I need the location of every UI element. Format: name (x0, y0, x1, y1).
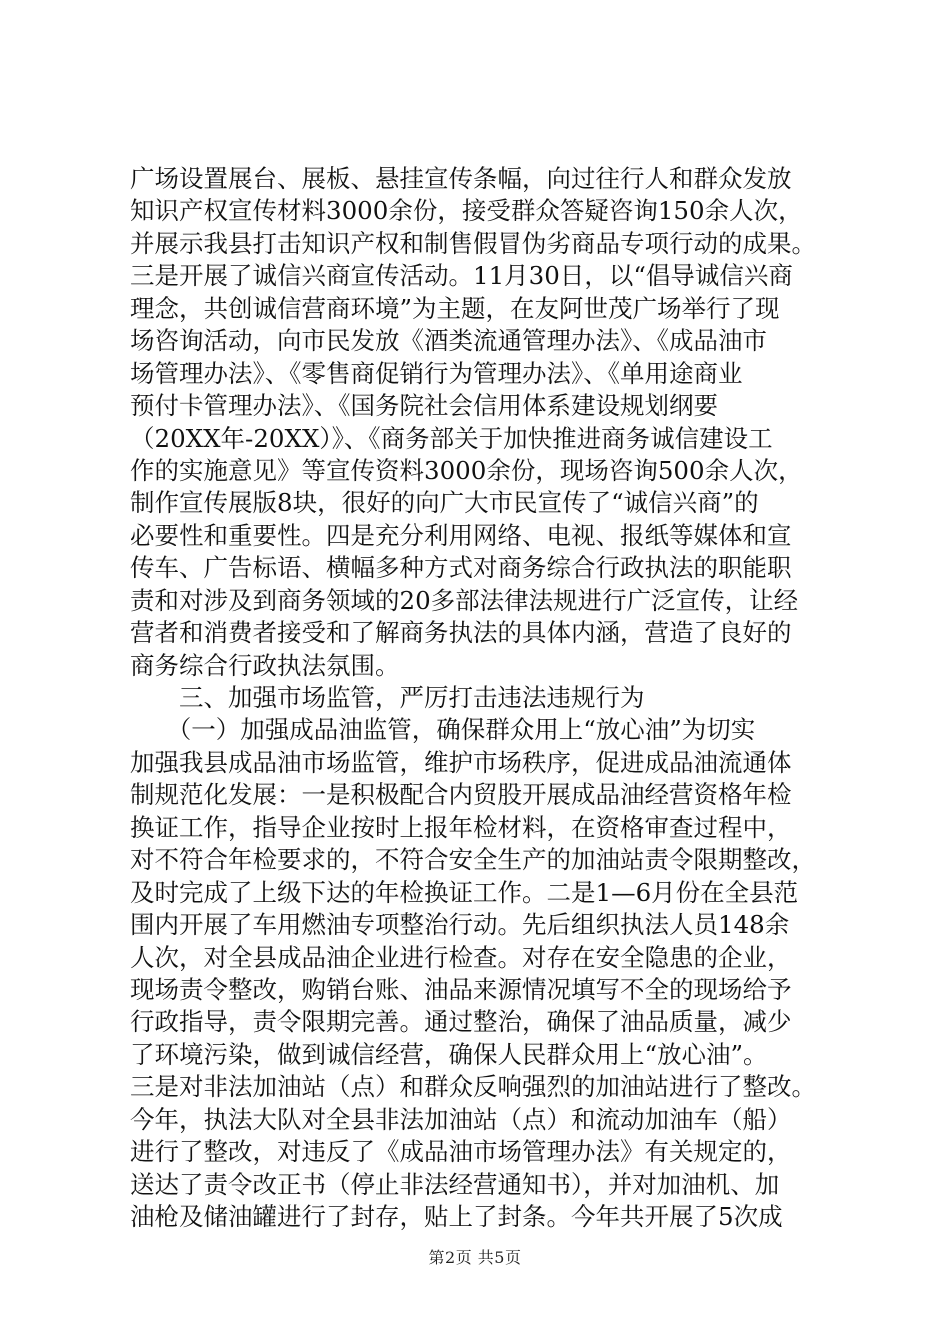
text-line: 及时完成了上级下达的年检换证工作。二是1—6月份在全县范 (130, 877, 799, 907)
text-line: 并展示我县打击知识产权和制售假冒伪劣商品专项行动的成果。 (130, 228, 816, 258)
text-line: 油枪及储油罐进行了封存，贴上了封条。今年共开展了5次成 (130, 1202, 783, 1231)
text-line: 换证工作，指导企业按时上报年检材料，在资格审查过程中， (130, 812, 792, 842)
text-line: 制作宣传展版8块，很好的向广大市民宣传了“诚信兴商”的 (130, 488, 759, 518)
text-line: 三、加强市场监管，严厉打击违法违规行为 (130, 683, 645, 712)
document-body (130, 163, 850, 1233)
text-line: 场咨询活动，向市民发放《酒类流通管理办法》、《成品油市 (130, 326, 767, 356)
text-line: 责和对涉及到商务领域的20多部法律法规进行广泛宣传，让经 (130, 585, 799, 615)
text-line: 三是开展了诚信兴商宣传活动。11月30日，以“倡导诚信兴商 (130, 261, 793, 291)
text-line: 行政指导，责令限期完善。通过整治，确保了油品质量，减少 (130, 1007, 792, 1037)
text-line: 送达了责令改正书（停止非法经营通知书），并对加油机、加 (130, 1169, 780, 1199)
text-line: 今年，执法大队对全县非法加油站（点）和流动加油车（船） (130, 1104, 792, 1134)
text-line: 现场责令整改，购销台账、油品来源情况填写不全的现场给予 (130, 974, 792, 1004)
text-line: 围内开展了车用燃油专项整治行动。先后组织执法人员148余 (130, 910, 790, 940)
text-line: 作的实施意见》等宣传资料3000余份，现场咨询500余人次， (130, 455, 803, 485)
text-line: （一）加强成品油监管，确保群众用上“放心油”为切实 (130, 715, 756, 745)
text-line: 对不符合年检要求的，不符合安全生产的加油站责令限期整改， (130, 845, 816, 875)
text-line: 广场设置展台、展板、悬挂宣传条幅，向过往行人和群众发放 (130, 164, 792, 193)
text-line: 预付卡管理办法》、《国务院社会信用体系建设规划纲要 (130, 391, 718, 421)
text-line: 了环境污染，做到诚信经营，确保人民群众用上“放心油”。 (130, 1039, 768, 1069)
text-line: 制规范化发展：一是积极配合内贸股开展成品油经营资格年检 (130, 780, 792, 810)
text-line: 三是对非法加油站（点）和群众反响强烈的加油站进行了整改。 (130, 1072, 816, 1102)
text-line: 必要性和重要性。四是充分利用网络、电视、报纸等媒体和宣 (130, 520, 792, 550)
text-line: 知识产权宣传材料3000余份，接受群众答疑咨询150余人次， (130, 196, 803, 226)
text-line: 人次，对全县成品油企业进行检查。对存在安全隐患的企业， (130, 942, 792, 972)
text-line: （20XX年-20XX）》、《商务部关于加快推进商务诚信建设工 (130, 423, 773, 453)
text-line: 加强我县成品油市场监管，维护市场秩序，促进成品油流通体 (130, 747, 792, 777)
text-line: 营者和消费者接受和了解商务执法的具体内涵，营造了良好的 (130, 618, 792, 648)
page-footer: 第2页 共5页 (428, 1248, 522, 1267)
text-line: 场管理办法》、《零售商促销行为管理办法》、《单用途商业 (130, 358, 743, 388)
text-line: 理念，共创诚信营商环境”为主题，在友阿世茂广场举行了现 (130, 293, 780, 323)
text-line: 传车、广告标语、横幅多种方式对商务综合行政执法的职能职 (130, 553, 792, 583)
text-line: 商务综合行政执法氛围。 (130, 650, 400, 680)
text-line: 进行了整改，对违反了《成品油市场管理办法》有关规定的， (130, 1137, 792, 1167)
